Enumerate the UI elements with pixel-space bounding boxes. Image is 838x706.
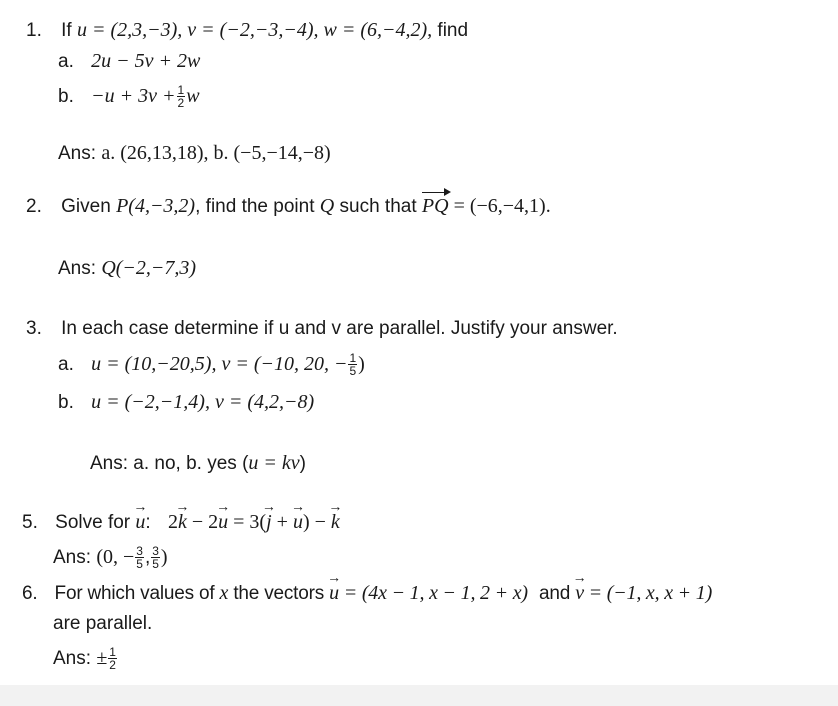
problem-1-statement: 1. If u = (2,3,−3), v = (−2,−3,−4), w = (6,−4,2), find	[26, 19, 469, 41]
problem-2-answer-value: Q(−2,−7,3)	[101, 257, 197, 279]
problem-1b: b. −u + 3v + $\frac{1}{2}$ w	[58, 83, 200, 111]
problem-1-vectors: u = (2,3,−3), v = (−2,−3,−4), w = (6,−4,2),	[76, 19, 433, 41]
problem-3a: a. u = (10,−20,5), v = (−10, 20, − $\frac{1}{5}$ )	[58, 351, 365, 379]
page-footer-band	[0, 685, 838, 706]
problem-5-statement: 5. Solve for → u: 2→ k − 2→ u = 3(→ j + → u) − → k	[22, 510, 340, 535]
problem-3-answer: Ans: a. no, b. yes (u = kv)	[90, 452, 306, 474]
vector-pq: PQ	[421, 195, 449, 217]
fraction-one-fifth: $\frac{1}{5}$	[349, 351, 357, 379]
problem-3-statement: 3. In each case determine if u and v are parallel. Justify your answer.	[26, 318, 618, 339]
problem-6-statement-line2: are parallel.	[53, 613, 153, 634]
problem-5-number: 5.	[22, 512, 38, 533]
fraction-one-half: $\frac{1}{2}$	[177, 83, 185, 111]
problem-1a-expression: 2u − 5v + 2w	[91, 50, 201, 72]
problem-5-equation: 2→ k − 2→ u = 3(→ j + → u) − → k	[168, 511, 340, 533]
problem-6-statement: 6. For which values of x the vectors → u = (4x − 1, x − 1, 2 + x) and → v = (−1, x, x + 1)	[22, 581, 712, 606]
problem-3b: b. u = (−2,−1,4), v = (4,2,−8)	[58, 391, 315, 413]
problem-1-answer-value: a. (26,13,18), b. (−5,−14,−8)	[101, 142, 331, 164]
problem-3-number: 3.	[26, 318, 42, 339]
problem-1-number: 1.	[26, 20, 42, 41]
problem-1-answer: Ans: a. (26,13,18), b. (−5,−14,−8)	[58, 142, 331, 164]
problem-6-number: 6.	[22, 583, 38, 604]
problem-6-answer: Ans: ± $\frac{1}{2}$	[53, 645, 116, 673]
problem-2-number: 2.	[26, 196, 42, 217]
problem-5-answer: Ans: (0, − $\frac{3}{5}$ , $\frac{3}{5}$ )	[53, 544, 168, 572]
problem-1a: a. 2u − 5v + 2w	[58, 50, 201, 72]
problem-2-statement: 2. Given P(4,−3,2), find the point Q such that PQ = (−6,−4,1).	[26, 195, 551, 217]
problem-2-answer: Ans: Q(−2,−7,3)	[58, 257, 197, 279]
